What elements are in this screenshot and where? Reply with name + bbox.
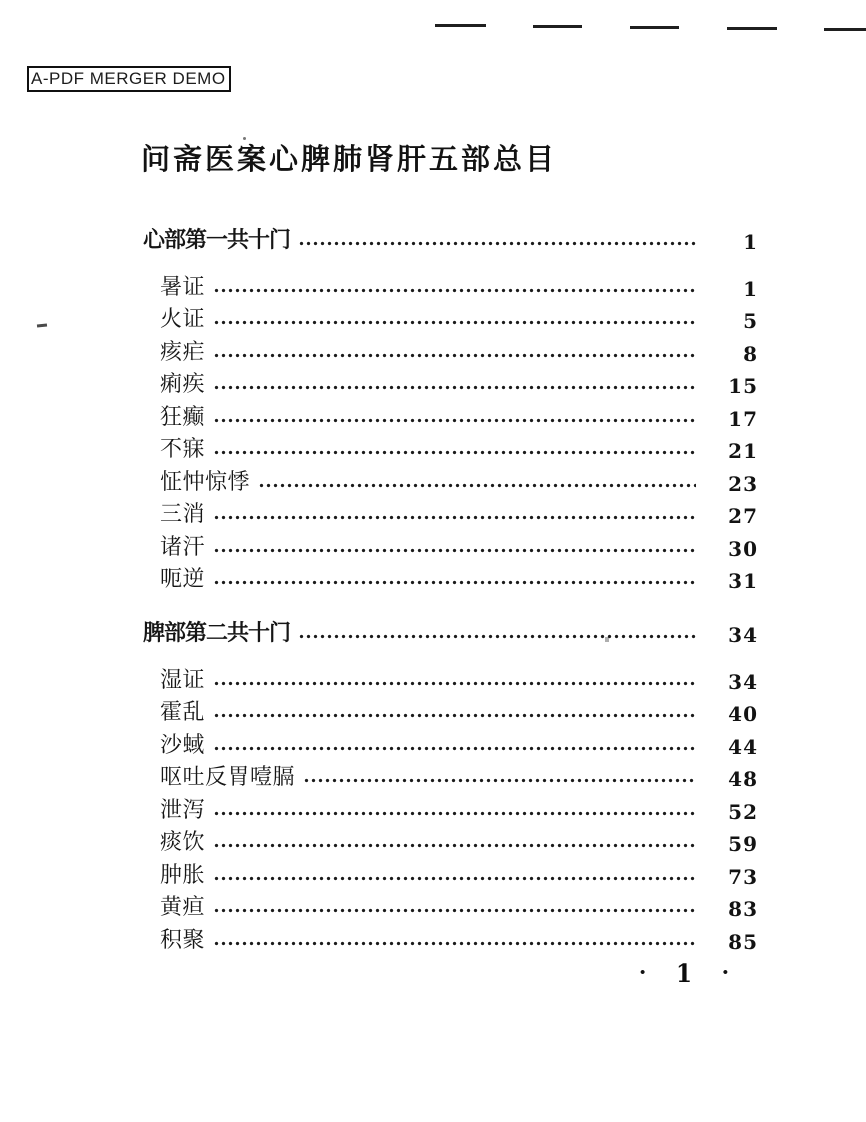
toc-entry bbox=[143, 694, 758, 727]
toc-entry-page: 15 bbox=[728, 374, 758, 398]
toc-entry-label: 沙蜮 bbox=[160, 731, 206, 757]
dot-leader bbox=[213, 286, 696, 295]
toc-entry bbox=[143, 561, 758, 594]
dot-leader bbox=[213, 416, 696, 425]
toc-entry bbox=[143, 333, 758, 366]
toc-section bbox=[143, 220, 758, 593]
toc bbox=[143, 220, 758, 954]
toc-entry-label: 湿证 bbox=[160, 666, 206, 692]
toc-entry-label: 怔忡惊悸 bbox=[160, 468, 251, 494]
toc-entry-page: 27 bbox=[728, 504, 758, 528]
dot-leader bbox=[213, 351, 696, 360]
toc-entry-label: 霍乱 bbox=[160, 699, 206, 724]
toc-entry bbox=[143, 726, 758, 759]
dot-leader bbox=[213, 906, 696, 915]
dot-leader bbox=[213, 841, 696, 850]
toc-entry-label: 肿胀 bbox=[160, 861, 206, 887]
toc-entry bbox=[143, 496, 758, 529]
toc-entry-page: 17 bbox=[728, 406, 758, 431]
toc-entry-page: 34 bbox=[728, 669, 758, 694]
dot-leader bbox=[258, 481, 696, 490]
toc-entry-page: 83 bbox=[728, 897, 758, 921]
toc-entry-label: 积聚 bbox=[160, 926, 206, 952]
toc-entry bbox=[143, 759, 758, 792]
toc-entry-page: 44 bbox=[728, 734, 758, 759]
dot-leader bbox=[298, 239, 696, 248]
dot-leader bbox=[213, 939, 696, 948]
toc-entry-label: 不寐 bbox=[160, 436, 206, 461]
toc-entry-label: 黄疸 bbox=[160, 894, 206, 919]
toc-entry-label: 三消 bbox=[160, 501, 206, 526]
toc-entry-page: 48 bbox=[728, 767, 758, 791]
scan-artifact-speck bbox=[37, 323, 47, 327]
dot-leader bbox=[213, 383, 696, 392]
toc-entry-label: 暑证 bbox=[160, 273, 206, 299]
toc-entry bbox=[143, 889, 758, 922]
dot-leader bbox=[303, 776, 696, 785]
watermark-stamp: A-PDF MERGER DEMO bbox=[27, 66, 231, 92]
toc-entry-page: 21 bbox=[728, 439, 758, 463]
toc-entry-page: 34 bbox=[728, 623, 758, 647]
toc-entry bbox=[143, 528, 758, 561]
toc-section-header bbox=[143, 613, 758, 647]
toc-entry-label: 痰饮 bbox=[160, 829, 206, 854]
toc-entry bbox=[143, 661, 758, 694]
toc-entry-page: 59 bbox=[728, 832, 758, 856]
toc-entry-label: 泄泻 bbox=[160, 796, 206, 822]
toc-entry-label: 狂癫 bbox=[160, 403, 206, 429]
toc-entry bbox=[143, 824, 758, 857]
scan-artifact-line bbox=[630, 26, 679, 29]
toc-entry bbox=[143, 463, 758, 496]
toc-entry-label: 呃逆 bbox=[160, 566, 206, 591]
dot-leader bbox=[213, 744, 696, 753]
toc-entry-label: 痎疟 bbox=[160, 338, 206, 364]
toc-entry bbox=[143, 366, 758, 399]
toc-section bbox=[143, 613, 758, 954]
dot-leader bbox=[213, 318, 696, 327]
dot-leader bbox=[298, 632, 696, 641]
toc-entry bbox=[143, 268, 758, 301]
scan-artifact-line bbox=[533, 25, 582, 28]
toc-entry-label: 心部第一共十门 bbox=[143, 227, 291, 252]
toc-entry-page: 30 bbox=[728, 536, 758, 561]
dot-leader bbox=[213, 809, 696, 818]
toc-entry-page: 5 bbox=[743, 309, 758, 333]
toc-entry bbox=[143, 398, 758, 431]
toc-entry-page: 1 bbox=[743, 230, 758, 254]
toc-entry bbox=[143, 431, 758, 464]
toc-entry-label: 呕吐反胃噎膈 bbox=[160, 764, 296, 789]
dot-leader bbox=[213, 513, 696, 522]
toc-entry-page: 73 bbox=[728, 864, 758, 889]
toc-section-header bbox=[143, 220, 758, 254]
toc-entry-page: 8 bbox=[743, 341, 758, 366]
toc-entry bbox=[143, 301, 758, 334]
toc-entry-page: 31 bbox=[728, 569, 758, 593]
toc-entry-label: 火证 bbox=[160, 306, 206, 331]
dot-leader bbox=[213, 711, 696, 720]
footer-page-number: 1 bbox=[675, 958, 692, 988]
toc-entry bbox=[143, 921, 758, 954]
toc-entry-page: 23 bbox=[728, 471, 758, 496]
scan-artifact-line bbox=[824, 28, 866, 31]
toc-entry-page: 52 bbox=[728, 799, 758, 824]
toc-entry bbox=[143, 791, 758, 824]
toc-entry-page: 1 bbox=[743, 276, 758, 301]
dot-leader bbox=[213, 578, 696, 587]
toc-entry-page: 85 bbox=[728, 929, 758, 954]
toc-entry-page: 40 bbox=[728, 702, 758, 726]
dot-leader bbox=[213, 874, 696, 883]
toc-entry bbox=[143, 856, 758, 889]
page-footer bbox=[640, 958, 728, 988]
footer-left-dot: • bbox=[640, 964, 646, 981]
dot-leader bbox=[213, 546, 696, 555]
toc-entry-label: 诸汗 bbox=[160, 533, 206, 559]
toc-entry-label: 脾部第二共十门 bbox=[143, 620, 291, 645]
dot-leader bbox=[213, 679, 696, 688]
dot-leader bbox=[213, 448, 696, 457]
scan-artifact-line bbox=[727, 27, 777, 30]
scan-artifact-line bbox=[435, 24, 486, 27]
footer-right-dot: • bbox=[722, 964, 728, 981]
toc-entry-label: 痢疾 bbox=[160, 371, 206, 396]
page-title: 问斋医案心脾肺肾肝五部总目 bbox=[141, 144, 558, 176]
